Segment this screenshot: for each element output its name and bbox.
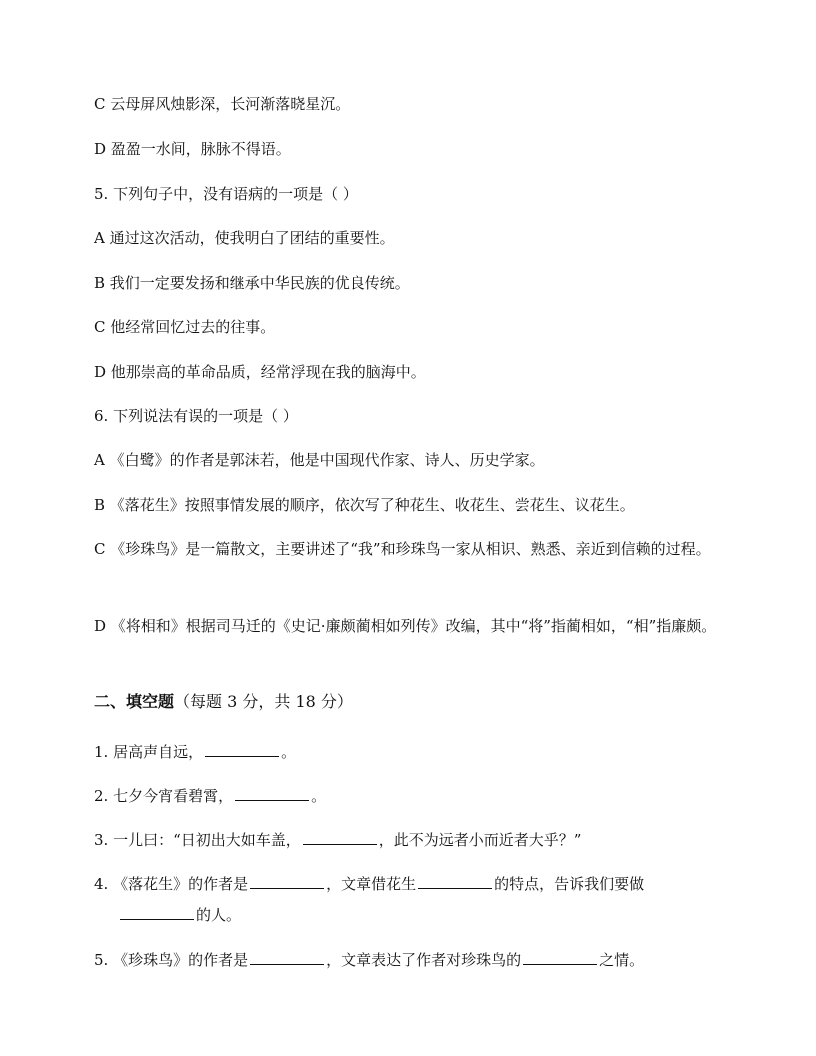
answer-blank[interactable]: [120, 903, 194, 920]
section-title: 二、填空题: [94, 692, 175, 711]
answer-blank[interactable]: [235, 784, 309, 801]
question-5-option-c: C 他经常回忆过去的往事。: [94, 318, 276, 336]
section-note: （每题 3 分，共 18 分）: [174, 692, 353, 711]
fill-5-text-a: 5. 《珍珠鸟》的作者是: [94, 951, 249, 969]
option-d-prev: D 盈盈一水间，脉脉不得语。: [94, 140, 291, 158]
fill-item-5: [94, 945, 734, 975]
answer-blank[interactable]: [303, 828, 377, 845]
fill-4-text-c: 的特点，告诉我们要做: [494, 875, 645, 893]
question-5-option-d: D 他那崇高的革命品质，经常浮现在我的脑海中。: [94, 363, 426, 381]
question-6-option-a: A 《白鹭》的作者是郭沫若，他是中国现代作家、诗人、历史学家。: [94, 451, 545, 469]
question-6-option-b: B 《落花生》按照事情发展的顺序，依次写了种花生、收花生、尝花生、议花生。: [94, 496, 635, 514]
fill-5-text-c: 之情。: [599, 951, 645, 969]
fill-item-2: [94, 781, 734, 811]
question-6-option-c: C 《珍珠鸟》是一篇散文，主要讲述了“我”和珍珠鸟一家从相识、熟悉、亲近到信赖的过程。: [94, 540, 711, 558]
fill-2-end: 。: [311, 787, 327, 805]
fill-4-text-a: 4. 《落花生》的作者是: [94, 875, 249, 893]
answer-blank[interactable]: [250, 872, 324, 889]
fill-item-4: [94, 869, 734, 899]
question-5-option-a: A 通过这次活动，使我明白了团结的重要性。: [94, 229, 395, 247]
fill-1-end: 。: [281, 743, 297, 761]
question-5-option-b: B 我们一定要发扬和继承中华民族的优良传统。: [94, 274, 410, 292]
question-5-stem: 5. 下列句子中，没有语病的一项是（ ）: [94, 185, 358, 203]
answer-blank[interactable]: [205, 740, 279, 757]
answer-blank[interactable]: [418, 872, 492, 889]
fill-1-text: 1. 居高声自远，: [94, 743, 204, 761]
option-c-prev: C 云母屏风烛影深，长河渐落晓星沉。: [94, 95, 351, 113]
fill-item-3: [94, 825, 734, 855]
fill-4-text-b: ，文章借花生: [326, 875, 417, 893]
fill-3-end: ，此不为远者小而近者大乎？”: [378, 831, 582, 849]
fill-item-1: [94, 737, 734, 767]
fill-item-4-cont: [94, 900, 758, 930]
answer-blank[interactable]: [250, 948, 324, 965]
fill-5-text-b: ，文章表达了作者对珍珠鸟的: [326, 951, 522, 969]
section-heading: [94, 687, 353, 717]
fill-4-text-d: 的人。: [196, 906, 242, 924]
question-6-option-d: D 《将相和》根据司马迁的《史记·廉颇蔺相如列传》改编，其中“将”指蔺相如，“相”指廉颇。: [94, 617, 717, 635]
question-6-stem: 6. 下列说法有误的一项是（ ）: [94, 407, 298, 425]
answer-blank[interactable]: [523, 948, 597, 965]
fill-3-text: 3. 一儿曰：“日初出大如车盖，: [94, 831, 301, 849]
fill-2-text: 2. 七夕今宵看碧霄，: [94, 787, 234, 805]
